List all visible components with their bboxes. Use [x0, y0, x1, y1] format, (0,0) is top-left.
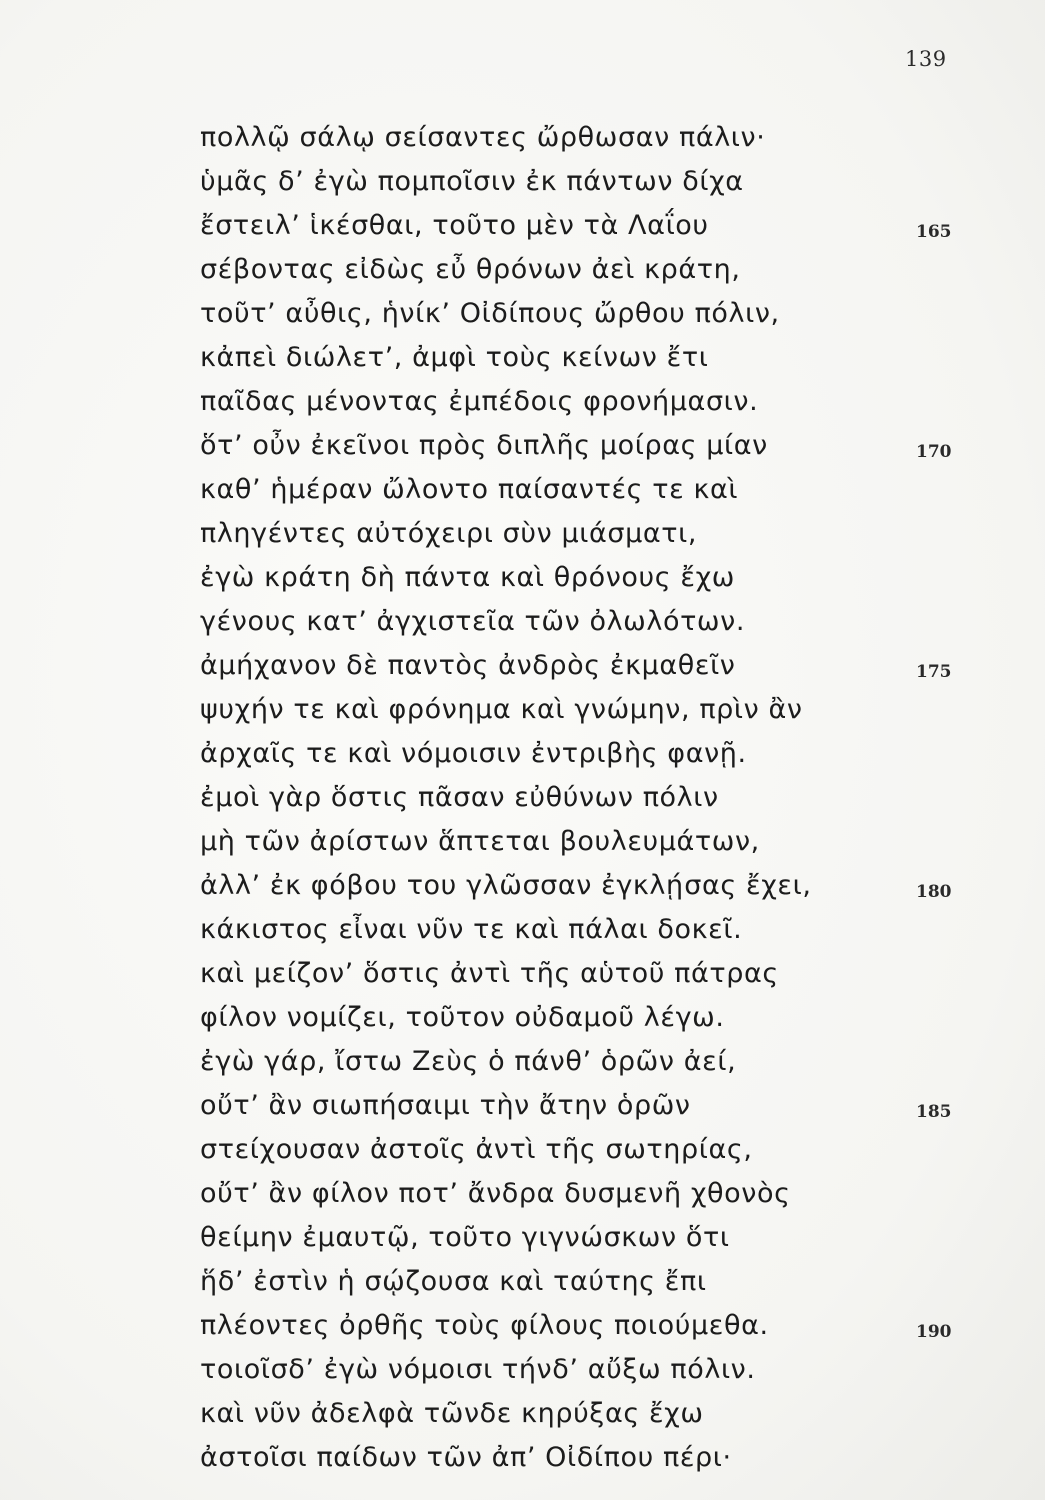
verse-line: καὶ νῦν ἀδελφὰ τῶνδε κηρύξας ἔχω	[200, 1398, 704, 1429]
verse-line: κάκιστος εἶναι νῦν τε καὶ πάλαι δοκεῖ.	[200, 914, 743, 945]
verse-line: γένους κατ’ ἀγχιστεῖα τῶν ὀλωλότων.	[200, 606, 746, 637]
verse-line: οὔτ’ ἂν φίλον ποτ’ ἄνδρα δυσμενῆ χθονὸς	[200, 1178, 791, 1209]
verse-line: θείμην ἐμαυτῷ, τοῦτο γιγνώσκων ὅτι	[200, 1222, 730, 1253]
verse-line: τοῦτ’ αὖθις, ἡνίκ’ Οἰδίπους ὤρθου πόλιν,	[200, 298, 780, 329]
verse-line: πολλῷ σάλῳ σείσαντες ὤρθωσαν πάλιν·	[200, 122, 766, 153]
verse-line: ἀλλ’ ἐκ φόβου του γλῶσσαν ἐγκλῄσας ἔχει,	[200, 870, 812, 901]
verse-line: ἐγὼ κράτη δὴ πάντα καὶ θρόνους ἔχω	[200, 562, 736, 593]
line-number: 170	[916, 442, 952, 462]
verse-line: οὔτ’ ἂν σιωπήσαιμι τὴν ἄτην ὁρῶν	[200, 1090, 691, 1121]
page-number: 139	[905, 47, 947, 71]
verse-line: ὅτ’ οὖν ἐκεῖνοι πρὸς διπλῆς μοίρας μίαν	[200, 430, 768, 461]
verse-line: πληγέντες αὐτόχειρι σὺν μιάσματι,	[200, 518, 698, 549]
verse-line: καὶ μείζον’ ὅστις ἀντὶ τῆς αὑτοῦ πάτρας	[200, 958, 779, 989]
verse-line: τοιοῖσδ’ ἐγὼ νόμοισι τήνδ’ αὔξω πόλιν.	[200, 1354, 756, 1385]
verse-line: στείχουσαν ἀστοῖς ἀντὶ τῆς σωτηρίας,	[200, 1134, 753, 1165]
verse-line: σέβοντας εἰδὼς εὖ θρόνων ἀεὶ κράτη,	[200, 254, 741, 285]
line-number: 165	[916, 222, 952, 242]
line-number: 180	[916, 882, 952, 902]
line-number: 175	[916, 662, 952, 682]
verse-line: ἀστοῖσι παίδων τῶν ἀπ’ Οἰδίπου πέρι·	[200, 1442, 732, 1473]
verse-line: μὴ τῶν ἀρίστων ἅπτεται βουλευμάτων,	[200, 826, 760, 857]
verse-line: ἔστειλ’ ἱκέσθαι, τοῦτο μὲν τὰ Λαΐου	[200, 210, 709, 241]
verse-line: φίλον νομίζει, τοῦτον οὐδαμοῦ λέγω.	[200, 1002, 725, 1033]
verse-line: πλέοντες ὀρθῆς τοὺς φίλους ποιούμεθα.	[200, 1310, 769, 1341]
verse-line: ἐμοὶ γὰρ ὅστις πᾶσαν εὐθύνων πόλιν	[200, 782, 719, 813]
line-number: 190	[916, 1322, 952, 1342]
verse-line: ἐγὼ γάρ, ἴστω Ζεὺς ὁ πάνθ’ ὁρῶν ἀεί,	[200, 1046, 737, 1077]
verse-line: ἀμήχανον δὲ παντὸς ἀνδρὸς ἐκμαθεῖν	[200, 650, 736, 681]
verse-line: κἀπεὶ διώλετ’, ἀμφὶ τοὺς κείνων ἔτι	[200, 342, 709, 373]
verse-line: καθ’ ἡμέραν ὤλοντο παίσαντές τε καὶ	[200, 474, 739, 505]
verse-line: ἥδ’ ἐστὶν ἡ σῴζουσα καὶ ταύτης ἔπι	[200, 1266, 707, 1297]
verse-line: ἀρχαῖς τε καὶ νόμοισιν ἐντριβὴς φανῇ.	[200, 738, 747, 769]
line-number: 185	[916, 1102, 952, 1122]
verse-line: ψυχήν τε καὶ φρόνημα καὶ γνώμην, πρὶν ἂν	[200, 694, 803, 725]
verse-line: ὑμᾶς δ’ ἐγὼ πομποῖσιν ἐκ πάντων δίχα	[200, 166, 744, 197]
verse-line: παῖδας μένοντας ἐμπέδοις φρονήμασιν.	[200, 386, 759, 417]
